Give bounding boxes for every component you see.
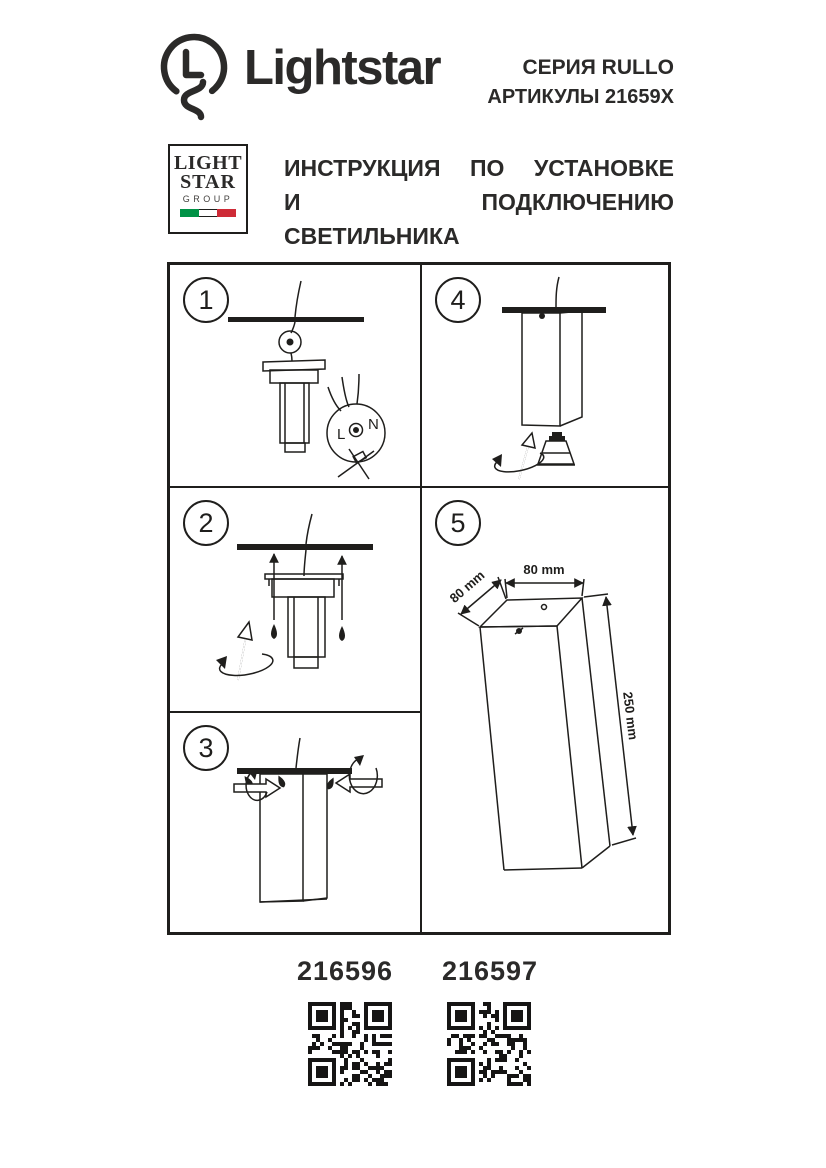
panel-5-number-badge: 5 <box>435 500 481 546</box>
panel-4-number-badge: 4 <box>435 277 481 323</box>
dimension-label-height: 250 mm <box>620 690 641 741</box>
terminal-label-n: N <box>368 416 379 433</box>
page-title-line2: И ПОДКЛЮЧЕНИЮ СВЕТИЛЬНИКА <box>284 189 674 249</box>
brand-wordmark: Lightstar <box>244 41 441 95</box>
lightstar-group-logo <box>168 144 248 234</box>
articles-label: АРТИКУЛЫ 21659X <box>487 86 674 108</box>
step-5-dimensions-diagram-icon <box>422 488 668 932</box>
page-title <box>284 151 674 253</box>
qr-code <box>447 1002 531 1086</box>
header-product-info <box>430 57 674 107</box>
dimension-label-depth: 80 mm <box>446 567 488 606</box>
article-number-label: 216597 <box>441 956 539 986</box>
panel-step-5 <box>422 488 668 932</box>
article-number-label: 216596 <box>296 956 394 986</box>
italian-flag-stripe <box>180 209 236 217</box>
logo-box-group: GROUP <box>182 194 234 204</box>
logo-box-light: LIGHT <box>173 152 243 174</box>
instruction-panel-grid <box>167 262 671 935</box>
lightstar-bulb-icon <box>156 30 242 128</box>
panel-2-number-badge: 2 <box>183 500 229 546</box>
panel-step-1 <box>170 265 420 486</box>
terminal-label-l: L <box>337 426 346 443</box>
panel-step-3 <box>170 713 420 932</box>
logo-box-star: STAR <box>180 171 236 193</box>
panel-step-2 <box>170 488 420 711</box>
panel-3-number-badge: 3 <box>183 725 229 771</box>
series-label: СЕРИЯ RULLO <box>522 56 674 79</box>
page-title-line1: ИНСТРУКЦИЯ ПО УСТАНОВКЕ <box>284 155 674 181</box>
dimension-label-width: 80 mm <box>523 562 565 577</box>
panel-step-4 <box>422 265 668 486</box>
qr-code <box>308 1002 392 1086</box>
panel-1-number-badge: 1 <box>183 277 229 323</box>
